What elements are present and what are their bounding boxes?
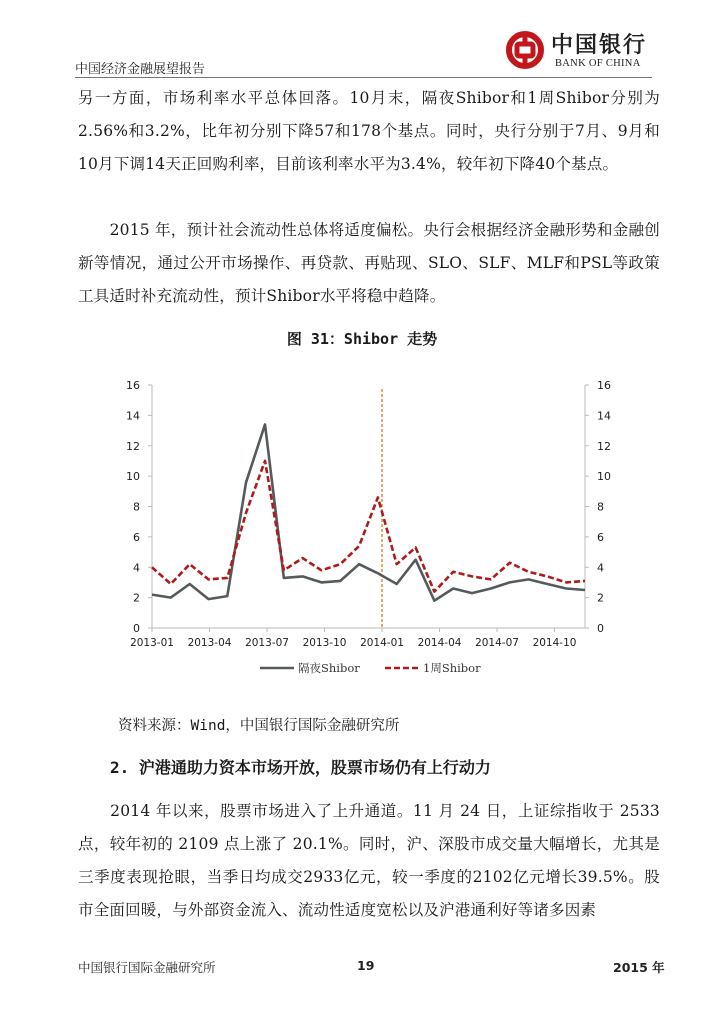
x-tick-label: 2014-07: [475, 637, 519, 649]
x-tick-label: 2014-01: [360, 637, 404, 649]
y-tick-label: 16: [126, 379, 140, 392]
x-tick-label: 2013-10: [302, 637, 347, 649]
y2-tick-label: 16: [597, 379, 611, 392]
body-paragraph-2: 2015 年，预计社会流动性总体将适度偏松。央行会根据经济金融形势和金融创新等情况，通过公开市场操作、再贷款、再贴现、SLO、SLF、MLF和PSL等政策工具适时补充流动性，预计Shibor水平将稳中趋降。: [78, 221, 660, 305]
figure-source: 资料来源：Wind，中国银行国际金融研究所: [118, 718, 400, 734]
y-tick-label: 14: [126, 409, 140, 423]
legend-overnight-label: 隔夜Shibor: [298, 661, 360, 675]
section-heading: 2. 沪港通助力资本市场开放，股票市场仍有上行动力: [110, 758, 491, 777]
body-paragraph-1: 另一方面，市场利率水平总体回落。10月末，隔夜Shibor和1周Shibor分别为2.56%和3.2%，比年初分别下降57和178个基点。同时，央行分别于7月、9月和10月下调14天正回购利率，目前该利率水平为3.4%，较年初下降40个基点。: [78, 89, 660, 173]
bank-emblem-icon: [505, 30, 545, 72]
y2-tick-label: 14: [597, 409, 611, 423]
footer-page-number: 19: [357, 958, 375, 973]
y-tick-label: 0: [133, 622, 140, 635]
x-tick-label: 2014-10: [532, 637, 577, 649]
x-tick-label: 2013-04: [187, 637, 232, 649]
y2-tick-label: 12: [597, 439, 611, 453]
x-tick-label: 2013-01: [130, 637, 174, 649]
logo-english-text: BANK OF CHINA: [555, 58, 641, 69]
header-report-title: 中国经济金融展望报告: [75, 62, 206, 77]
chart-canvas: [100, 370, 640, 690]
y2-tick-label: 6: [597, 530, 604, 544]
x-tick-label: 2013-07: [245, 637, 289, 649]
y-tick-label: 6: [133, 530, 140, 544]
logo-chinese-text: 中国银行: [551, 32, 648, 58]
x-tick-label: 2014-04: [417, 637, 462, 649]
y-tick-label: 10: [126, 470, 140, 484]
footer-institute: 中国银行国际金融研究所: [78, 960, 216, 975]
legend-1week-label: 1周Shibor: [423, 661, 481, 675]
y-tick-label: 2: [133, 591, 140, 605]
bank-logo: [505, 28, 655, 74]
y2-tick-label: 2: [597, 591, 604, 605]
figure-title: 图 31：Shibor 走势: [286, 330, 438, 348]
overnight-shibor-line: [152, 425, 585, 601]
footer-year: 2015 年: [613, 960, 665, 975]
y-tick-label: 8: [133, 500, 140, 514]
body-paragraph-3: 2014 年以来，股票市场进入了上升通道。11 月 24 日，上证综指收于 2533 点，较年初的 2109 点上涨了 20.1%。同时，沪、深股市成交量大幅增长，尤其是三季度表现抢眼，当季日均成交2933亿元，较一季度的2102亿元增长39.5%。股市全面回暖，与外部资金流入、流动性适度宽松以及沪港通利好等诸多因素: [78, 802, 660, 919]
y-tick-label: 12: [126, 439, 140, 453]
y2-tick-label: 4: [597, 561, 604, 575]
header-rule: [75, 77, 652, 78]
y2-tick-label: 8: [597, 500, 604, 514]
y2-tick-label: 0: [597, 622, 604, 635]
y2-tick-label: 10: [597, 470, 611, 484]
y-tick-label: 4: [133, 561, 140, 575]
one-week-shibor-line: [152, 461, 585, 592]
shibor-chart: [100, 370, 640, 690]
